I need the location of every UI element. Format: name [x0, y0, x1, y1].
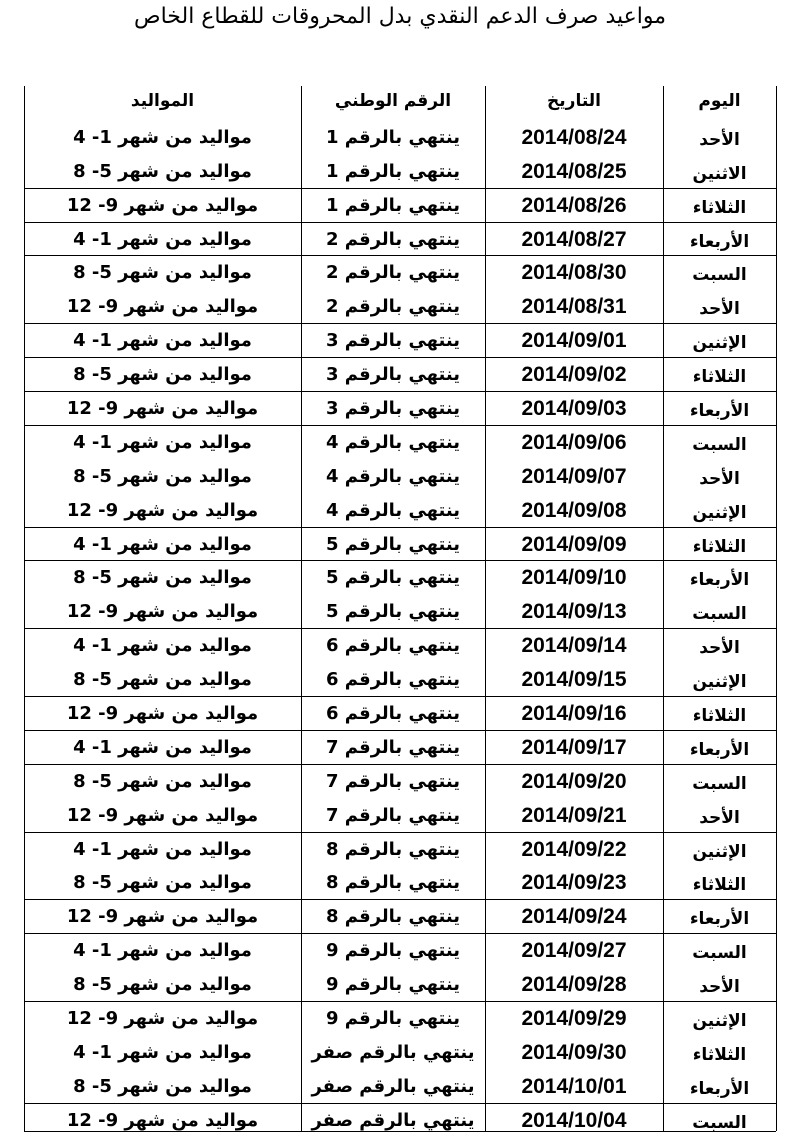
births-cell: مواليد من شهر 9- 12	[66, 296, 259, 318]
national-number-cell: ينتهي بالرقم 3	[326, 398, 460, 420]
births-cell: مواليد من شهر 9- 12	[66, 194, 259, 216]
births-cell: مواليد من شهر 1- 4	[73, 736, 252, 758]
births-cell: مواليد من شهر 5- 8	[73, 364, 252, 386]
date-cell: 2014/09/27	[521, 939, 627, 963]
header-day: اليوم	[698, 91, 741, 111]
national-number-cell: ينتهي بالرقم 4	[326, 465, 460, 487]
date-cell: 2014/09/30	[521, 1040, 627, 1064]
births-cell: مواليد من شهر 5- 8	[73, 262, 252, 284]
day-cell: السبت	[692, 265, 747, 286]
national-number-cell: ينتهي بالرقم 9	[326, 940, 460, 962]
births-cell: مواليد من شهر 9- 12	[66, 499, 259, 521]
national-number-cell: ينتهي بالرقم 8	[326, 906, 460, 928]
day-cell: الثلاثاء	[692, 1044, 747, 1065]
national-number-cell: ينتهي بالرقم 3	[326, 330, 460, 352]
births-cell: مواليد من شهر 5- 8	[73, 974, 252, 996]
table-border-left	[24, 86, 25, 1131]
national-number-cell: ينتهي بالرقم 1	[326, 126, 460, 148]
day-cell: السبت	[692, 1112, 747, 1133]
date-cell: 2014/09/16	[521, 702, 627, 726]
national-number-cell: ينتهي بالرقم 8	[326, 838, 460, 860]
day-cell: الاثنين	[692, 163, 747, 184]
day-cell: الإثنين	[692, 1011, 747, 1032]
date-cell: 2014/08/30	[521, 261, 627, 285]
date-cell: 2014/09/10	[521, 566, 627, 590]
national-number-cell: ينتهي بالرقم 6	[326, 635, 460, 657]
day-cell: السبت	[692, 943, 747, 964]
day-cell: الأربعاء	[689, 1078, 750, 1099]
date-cell: 2014/09/02	[521, 363, 627, 387]
day-cell: الأحد	[699, 468, 740, 489]
births-cell: مواليد من شهر 5- 8	[73, 465, 252, 487]
date-cell: 2014/09/28	[521, 973, 627, 997]
column-divider	[485, 86, 486, 1131]
date-cell: 2014/09/13	[521, 600, 627, 624]
births-cell: مواليد من شهر 9- 12	[66, 804, 259, 826]
day-cell: الثلاثاء	[692, 875, 747, 896]
day-cell: الأحد	[699, 299, 740, 320]
date-cell: 2014/09/29	[521, 1007, 627, 1031]
births-cell: مواليد من شهر 9- 12	[66, 703, 259, 725]
births-cell: مواليد من شهر 5- 8	[73, 1075, 252, 1097]
national-number-cell: ينتهي بالرقم صفر	[311, 1109, 475, 1131]
national-number-cell: ينتهي بالرقم 8	[326, 872, 460, 894]
date-cell: 2014/09/03	[521, 397, 627, 421]
national-number-cell: ينتهي بالرقم 7	[326, 804, 460, 826]
national-number-cell: ينتهي بالرقم 2	[326, 296, 460, 318]
day-cell: الإثنين	[692, 841, 747, 862]
date-cell: 2014/09/20	[521, 769, 627, 793]
date-cell: 2014/09/01	[521, 329, 627, 353]
date-cell: 2014/08/24	[521, 125, 627, 149]
births-cell: مواليد من شهر 9- 12	[66, 601, 259, 623]
day-cell: الإثنين	[692, 672, 747, 693]
national-number-cell: ينتهي بالرقم 1	[326, 194, 460, 216]
births-cell: مواليد من شهر 9- 12	[66, 1109, 259, 1131]
day-cell: الأربعاء	[689, 401, 750, 422]
table-border-right	[776, 86, 777, 1131]
births-cell: مواليد من شهر 5- 8	[73, 160, 252, 182]
births-cell: مواليد من شهر 1- 4	[73, 431, 252, 453]
day-cell: الأربعاء	[689, 231, 750, 252]
day-cell: الأحد	[699, 807, 740, 828]
national-number-cell: ينتهي بالرقم 5	[326, 533, 460, 555]
header-national-number: الرقم الوطني	[334, 91, 452, 111]
births-cell: مواليد من شهر 5- 8	[73, 770, 252, 792]
national-number-cell: ينتهي بالرقم 9	[326, 974, 460, 996]
date-cell: 2014/09/17	[521, 735, 627, 759]
national-number-cell: ينتهي بالرقم 4	[326, 431, 460, 453]
national-number-cell: ينتهي بالرقم 9	[326, 1008, 460, 1030]
national-number-cell: ينتهي بالرقم 1	[326, 160, 460, 182]
date-cell: 2014/09/09	[521, 532, 627, 556]
date-cell: 2014/09/21	[521, 803, 627, 827]
day-cell: الإثنين	[692, 502, 747, 523]
date-cell: 2014/09/14	[521, 634, 627, 658]
births-cell: مواليد من شهر 1- 4	[73, 330, 252, 352]
national-number-cell: ينتهي بالرقم 4	[326, 499, 460, 521]
date-cell: 2014/08/31	[521, 295, 627, 319]
date-cell: 2014/08/27	[521, 227, 627, 251]
births-cell: مواليد من شهر 9- 12	[66, 906, 259, 928]
national-number-cell: ينتهي بالرقم 2	[326, 228, 460, 250]
date-cell: 2014/08/25	[521, 159, 627, 183]
header-births: المواليد	[130, 91, 195, 111]
births-cell: مواليد من شهر 5- 8	[73, 669, 252, 691]
date-cell: 2014/09/22	[521, 837, 627, 861]
day-cell: الأربعاء	[689, 739, 750, 760]
births-cell: مواليد من شهر 5- 8	[73, 567, 252, 589]
date-cell: 2014/09/07	[521, 464, 627, 488]
day-cell: الأربعاء	[689, 570, 750, 591]
births-cell: مواليد من شهر 1- 4	[73, 228, 252, 250]
date-cell: 2014/09/08	[521, 498, 627, 522]
births-cell: مواليد من شهر 9- 12	[66, 398, 259, 420]
column-divider	[301, 86, 302, 1131]
day-cell: الثلاثاء	[692, 367, 747, 388]
date-cell: 2014/09/24	[521, 905, 627, 929]
date-cell: 2014/10/01	[521, 1074, 627, 1098]
day-cell: الثلاثاء	[692, 197, 747, 218]
national-number-cell: ينتهي بالرقم 5	[326, 567, 460, 589]
date-cell: 2014/09/23	[521, 871, 627, 895]
day-cell: السبت	[692, 604, 747, 625]
births-cell: مواليد من شهر 1- 4	[73, 126, 252, 148]
national-number-cell: ينتهي بالرقم صفر	[311, 1075, 475, 1097]
births-cell: مواليد من شهر 1- 4	[73, 838, 252, 860]
day-cell: الأربعاء	[689, 909, 750, 930]
births-cell: مواليد من شهر 9- 12	[66, 1008, 259, 1030]
national-number-cell: ينتهي بالرقم 6	[326, 669, 460, 691]
date-cell: 2014/09/15	[521, 668, 627, 692]
table-border-bottom	[24, 1131, 776, 1132]
national-number-cell: ينتهي بالرقم 7	[326, 736, 460, 758]
page-title: مواعيد صرف الدعم النقدي بدل المحروقات للقطاع الخاص	[133, 4, 667, 29]
date-cell: 2014/09/06	[521, 430, 627, 454]
births-cell: مواليد من شهر 1- 4	[73, 940, 252, 962]
national-number-cell: ينتهي بالرقم 3	[326, 364, 460, 386]
column-divider	[663, 86, 664, 1131]
national-number-cell: ينتهي بالرقم صفر	[311, 1041, 475, 1063]
births-cell: مواليد من شهر 5- 8	[73, 872, 252, 894]
day-cell: الأحد	[699, 638, 740, 659]
date-cell: 2014/10/04	[521, 1108, 627, 1132]
national-number-cell: ينتهي بالرقم 5	[326, 601, 460, 623]
day-cell: السبت	[692, 773, 747, 794]
day-cell: السبت	[692, 434, 747, 455]
day-cell: الثلاثاء	[692, 706, 747, 727]
date-cell: 2014/08/26	[521, 193, 627, 217]
day-cell: الأحد	[699, 977, 740, 998]
national-number-cell: ينتهي بالرقم 2	[326, 262, 460, 284]
day-cell: الإثنين	[692, 333, 747, 354]
national-number-cell: ينتهي بالرقم 7	[326, 770, 460, 792]
births-cell: مواليد من شهر 1- 4	[73, 635, 252, 657]
national-number-cell: ينتهي بالرقم 6	[326, 703, 460, 725]
day-cell: الثلاثاء	[692, 536, 747, 557]
births-cell: مواليد من شهر 1- 4	[73, 1041, 252, 1063]
births-cell: مواليد من شهر 1- 4	[73, 533, 252, 555]
header-date: التاريخ	[547, 91, 601, 111]
day-cell: الأحد	[699, 129, 740, 150]
